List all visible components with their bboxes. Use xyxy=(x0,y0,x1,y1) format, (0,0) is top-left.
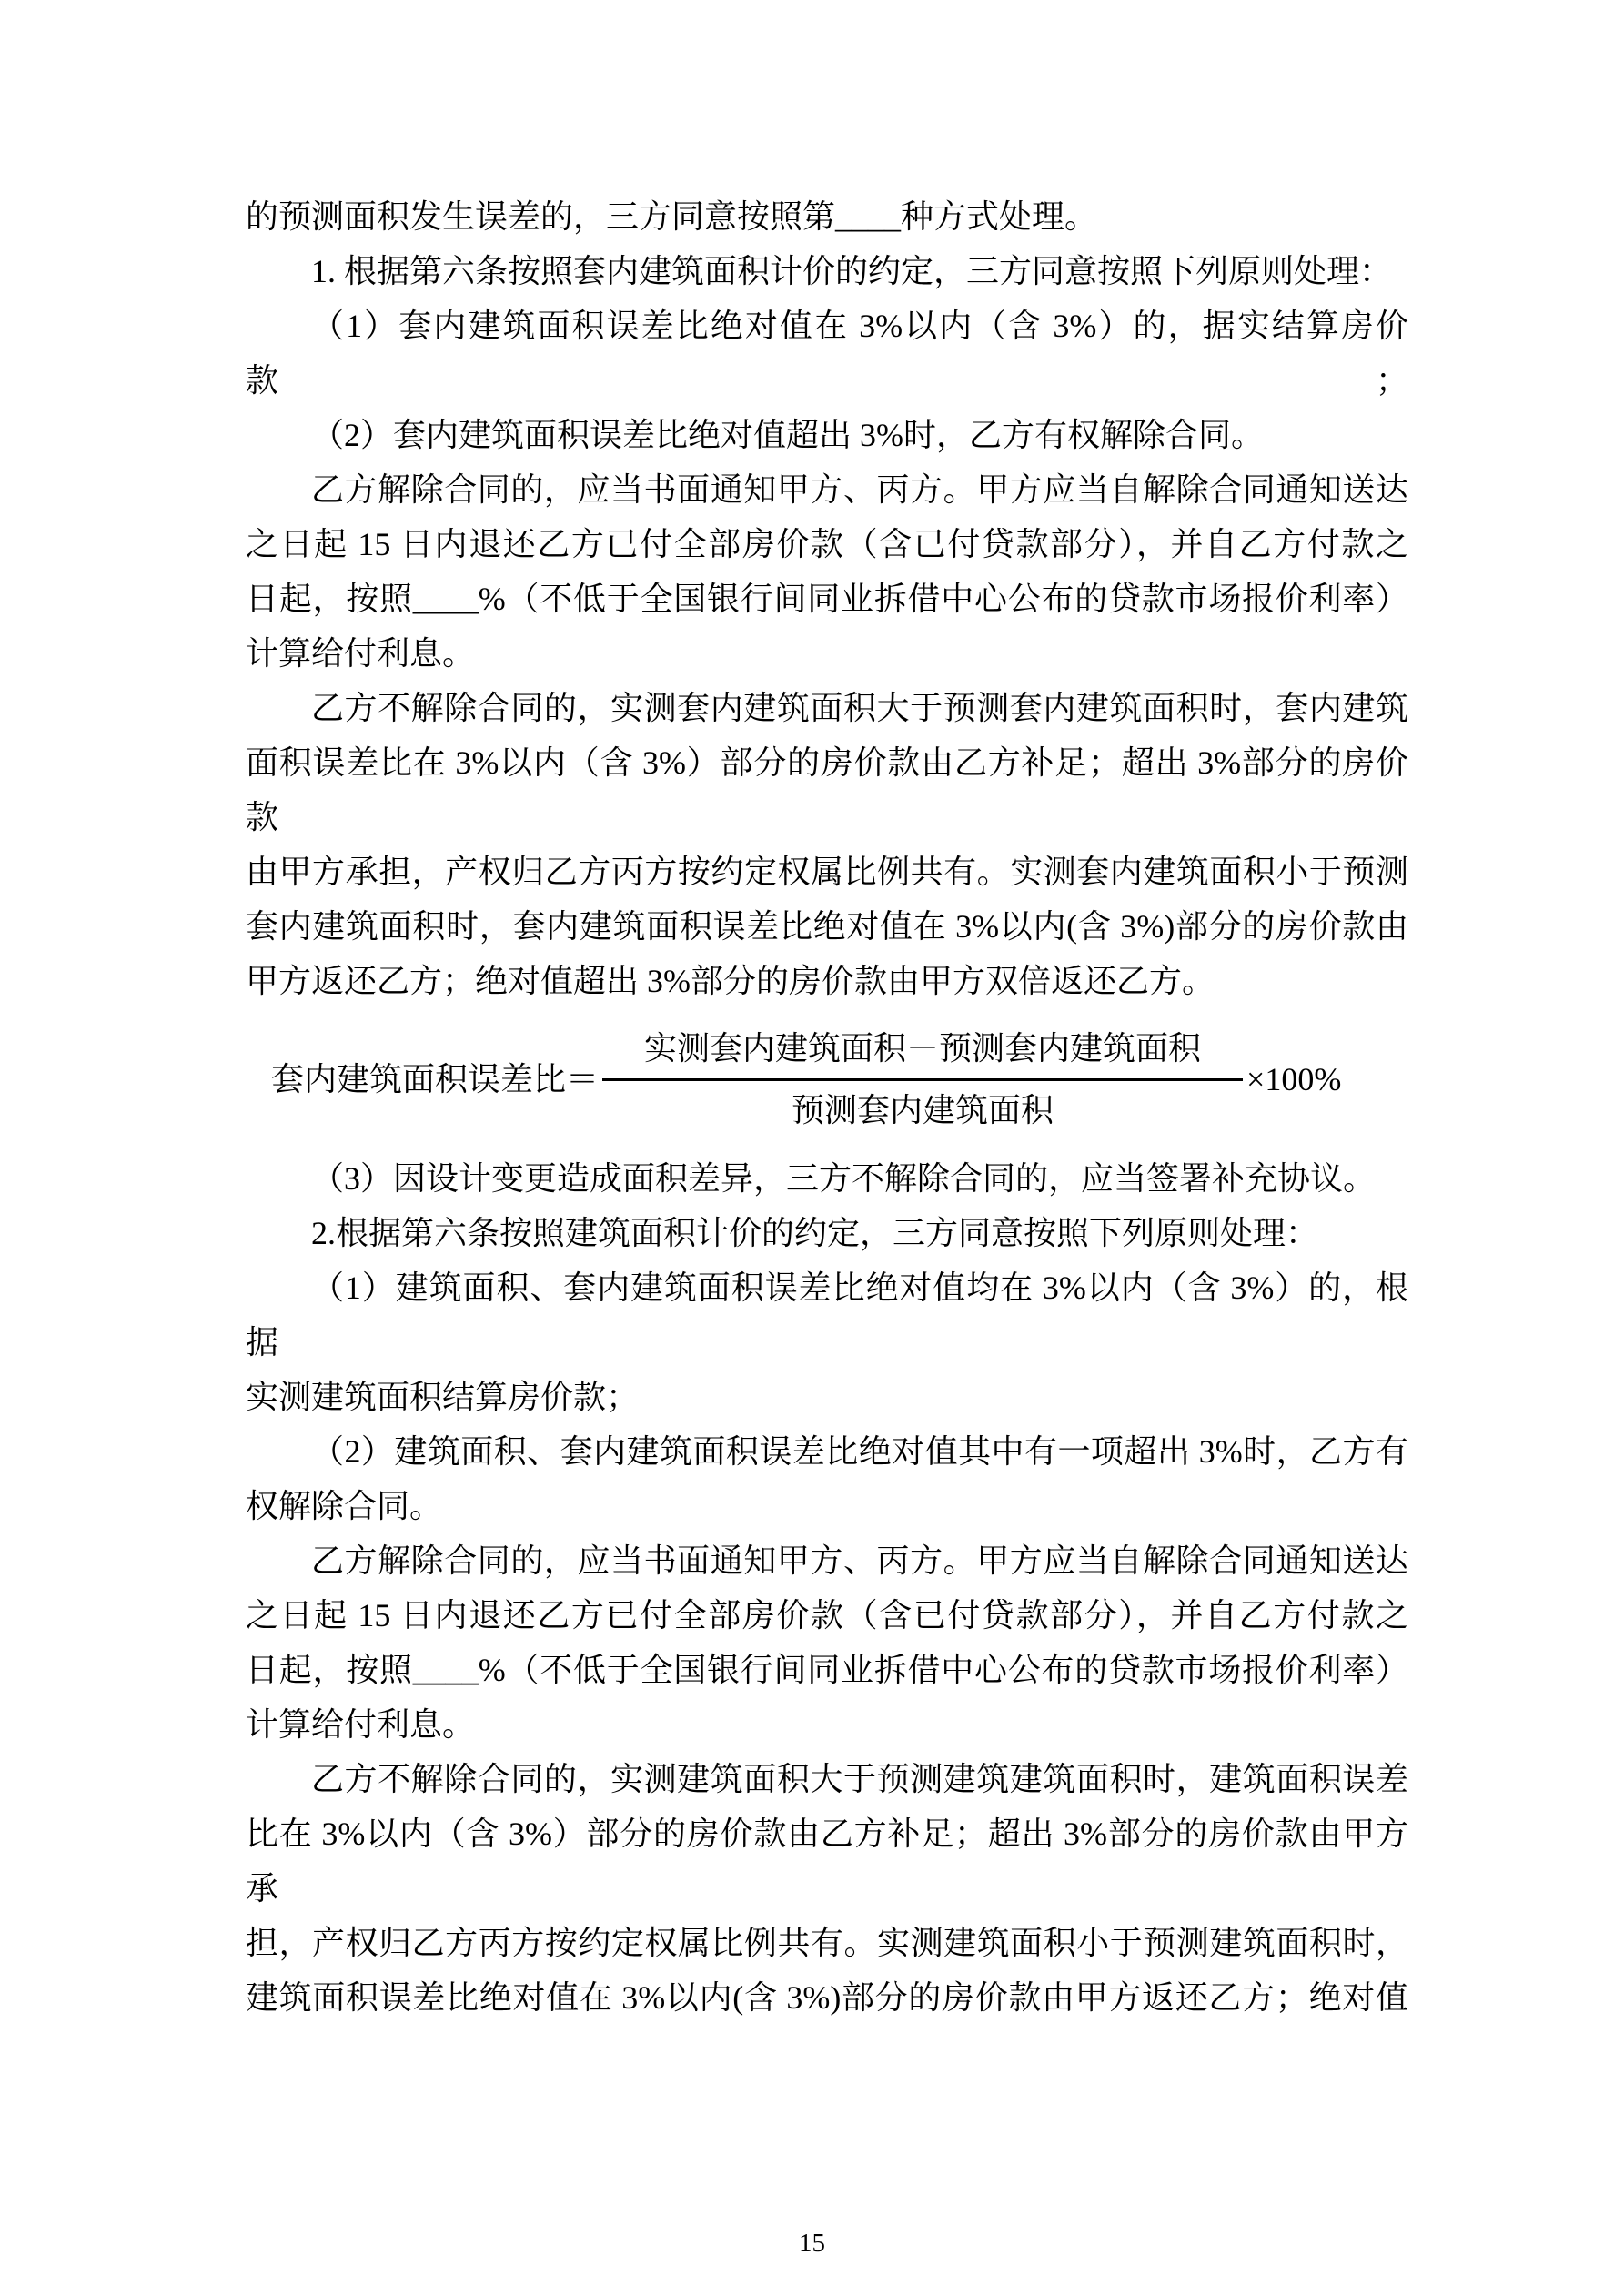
formula-numerator: 实测套内建筑面积－预测套内建筑面积 xyxy=(602,1025,1243,1081)
body-line: 甲方返还乙方；绝对值超出 3%部分的房价款由甲方双倍返还乙方。 xyxy=(246,963,1215,999)
body-line: 1. 根据第六条按照套内建筑面积计价的约定，三方同意按照下列原则处理： xyxy=(311,253,1393,289)
body-line: （2）建筑面积、套内建筑面积误差比绝对值其中有一项超出 3%时，乙方有 xyxy=(311,1433,1408,1470)
formula-rhs: ×100% xyxy=(1246,1061,1342,1098)
body-line: 套内建筑面积时，套内建筑面积误差比绝对值在 3%以内(含 3%)部分的房价款由 xyxy=(246,908,1408,945)
body-line: 实测建筑面积结算房价款； xyxy=(246,1379,640,1415)
body-line: 乙方不解除合同的，实测套内建筑面积大于预测套内建筑面积时，套内建筑 xyxy=(311,690,1408,726)
body-line: 乙方解除合同的，应当书面通知甲方、丙方。甲方应当自解除合同通知送达 xyxy=(311,1542,1408,1579)
body-line: 日起，按照____%（不低于全国银行间同业拆借中心公布的贷款市场报价利率） xyxy=(246,1652,1408,1688)
body-line: 乙方解除合同的，应当书面通知甲方、丙方。甲方应当自解除合同通知送达 xyxy=(311,471,1408,508)
page-number: 15 xyxy=(799,2229,825,2259)
formula-fraction xyxy=(602,1025,1243,1135)
body-line: 面积误差比在 3%以内（含 3%）部分的房价款由乙方补足；超出 3%部分的房价款 xyxy=(246,744,1408,835)
body-line: 的预测面积发生误差的，三方同意按照第____种方式处理。 xyxy=(246,198,1098,235)
body-line: （1）套内建筑面积误差比绝对值在 3%以内（含 3%）的，据实结算房价款； xyxy=(246,308,1408,399)
body-line: 计算给付利息。 xyxy=(246,1706,476,1743)
body-line: 乙方不解除合同的，实测建筑面积大于预测建筑建筑面积时，建筑面积误差 xyxy=(311,1761,1408,1797)
body-line: 日起，按照____%（不低于全国银行间同业拆借中心公布的贷款市场报价利率） xyxy=(246,581,1408,617)
body-line: 建筑面积误差比绝对值在 3%以内(含 3%)部分的房价款由甲方返还乙方；绝对值 xyxy=(246,1979,1408,2016)
body-line: 权解除合同。 xyxy=(246,1488,443,1524)
document-body xyxy=(246,189,1408,2025)
body-line: 由甲方承担，产权归乙方丙方按约定权属比例共有。实测套内建筑面积小于预测 xyxy=(246,854,1408,890)
body-line: 之日起 15 日内退还乙方已付全部房价款（含已付贷款部分），并自乙方付款之 xyxy=(246,1597,1408,1633)
area-error-ratio-formula xyxy=(271,1025,1408,1135)
body-line: 担，产权归乙方丙方按约定权属比例共有。实测建筑面积小于预测建筑面积时， xyxy=(246,1925,1408,1961)
body-line: 2.根据第六条按照建筑面积计价的约定，三方同意按照下列原则处理： xyxy=(311,1215,1319,1251)
body-line: （2）套内建筑面积误差比绝对值超出 3%时，乙方有权解除合同。 xyxy=(311,417,1264,453)
body-line: 计算给付利息。 xyxy=(246,635,476,672)
formula-lhs: 套内建筑面积误差比＝ xyxy=(271,1061,600,1098)
body-line: （1）建筑面积、套内建筑面积误差比绝对值均在 3%以内（含 3%）的，根据 xyxy=(246,1269,1408,1360)
page-footer xyxy=(0,2228,1624,2260)
body-line: 比在 3%以内（含 3%）部分的房价款由乙方补足；超出 3%部分的房价款由甲方承 xyxy=(246,1816,1408,1907)
formula-denominator: 预测套内建筑面积 xyxy=(792,1092,1054,1128)
body-line: （3）因设计变更造成面积差异，三方不解除合同的，应当签署补充协议。 xyxy=(311,1160,1377,1197)
body-line: 之日起 15 日内退还乙方已付全部房价款（含已付贷款部分），并自乙方付款之 xyxy=(246,526,1408,562)
